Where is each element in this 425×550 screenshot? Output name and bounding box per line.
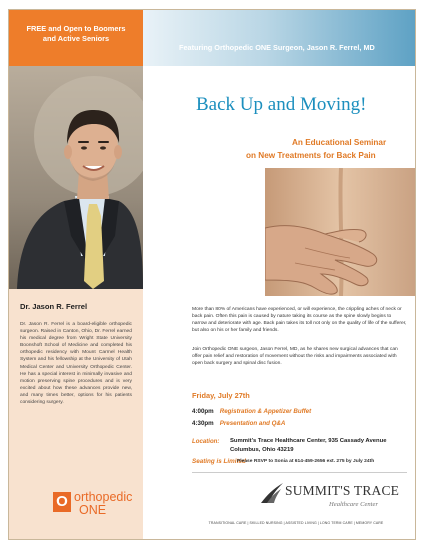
schedule-item xyxy=(192,420,285,427)
schedule-name: Registration & Appetizer Buffet xyxy=(219,408,312,415)
page-title: Back Up and Moving! xyxy=(196,94,367,115)
location-address-line-2: Columbus, Ohio 43219 xyxy=(230,447,294,453)
schedule-time: 4:30pm xyxy=(192,420,214,427)
divider xyxy=(192,472,407,473)
orthopedic-one-word1: orthopedic xyxy=(74,490,133,504)
featuring-banner xyxy=(143,10,416,66)
schedule-name: Presentation and Q&A xyxy=(219,420,286,427)
services-line: TRANSITIONAL CARE | SKILLED NURSING | ASSISTED LIVING | LONG TERM CARE | MEMORY CARE xyxy=(208,521,384,525)
summits-trace-name: SUMMIT'S TRACE xyxy=(285,483,400,498)
back-pain-photo xyxy=(265,168,416,296)
schedule-time: 4:00pm xyxy=(192,408,214,415)
rsvp-text: Please RSVP to Sonia at 614-459-2656 ext. 275 by July 24th xyxy=(237,459,375,464)
free-open-banner xyxy=(9,10,143,66)
intro-paragraph: More than 80% of Americans have experienced, or will experience, the crippling aches of neck or back pain. Often this pain is caused by nature taking its course as the spine slowly begins to narrow and deteriorate with age. Back pain takes its toll not only on the quality of life of the sufferer, but also on his or her family and friends. xyxy=(192,307,407,333)
subtitle-line-2: on New Treatments for Back Pain xyxy=(246,151,376,160)
doctor-bio: Dr. Jason R. Ferrel is a board-eligible orthopedic surgeon. Raised in Canton, Ohio, Dr. Ferrel earned his medical degree from Wright State University Boonshoft School of Medicine and completed his orthopedic residency with Mount Carmel Health System and his fellowship at the University of Utah Medical Center and University Orthopedic Center. He has a special interest in minimally invasive and motion preserving spine procedures and is very excited about how these advances provide new, and many times better, options for his patients considering surgery. xyxy=(20,322,132,406)
event-date: Friday, July 27th xyxy=(192,391,250,400)
orthopedic-one-mark: O xyxy=(53,492,71,512)
hand-on-back-illustration xyxy=(265,168,416,296)
subtitle-line-1: An Educational Seminar xyxy=(292,138,387,147)
seating-limited-label: Seating is Limited xyxy=(192,458,246,465)
banner-line-2: and Active Seniors xyxy=(42,34,110,43)
doctor-photo xyxy=(9,66,143,289)
summits-trace-logo xyxy=(259,479,414,519)
orthopedic-one-logo xyxy=(53,490,148,524)
schedule-item xyxy=(192,408,311,415)
featuring-text: Featuring Orthopedic ONE Surgeon, Jason R. Ferrel, MD xyxy=(179,43,375,52)
join-paragraph: Join Orthopedic ONE surgeon, Jason Ferrel, MD, as he shares new surgical advances that can offer pain relief and restoration of movement without the risks and impairments associated with open back surgery and spinal disc fusion. xyxy=(192,347,398,366)
summits-trace-subtitle: Healthcare Center xyxy=(329,501,379,508)
swoosh-icon xyxy=(259,481,285,505)
location-address-line-1: Summit's Trace Healthcare Center, 935 Cassady Avenue xyxy=(230,438,387,444)
doctor-name: Dr. Jason R. Ferrel xyxy=(20,302,88,311)
orthopedic-one-word2: ONE xyxy=(79,503,107,517)
location-label: Location: xyxy=(192,438,220,445)
flyer-page xyxy=(8,9,416,540)
doctor-portrait-illustration xyxy=(9,66,143,289)
banner-line-1: FREE and Open to Boomers xyxy=(26,24,126,33)
